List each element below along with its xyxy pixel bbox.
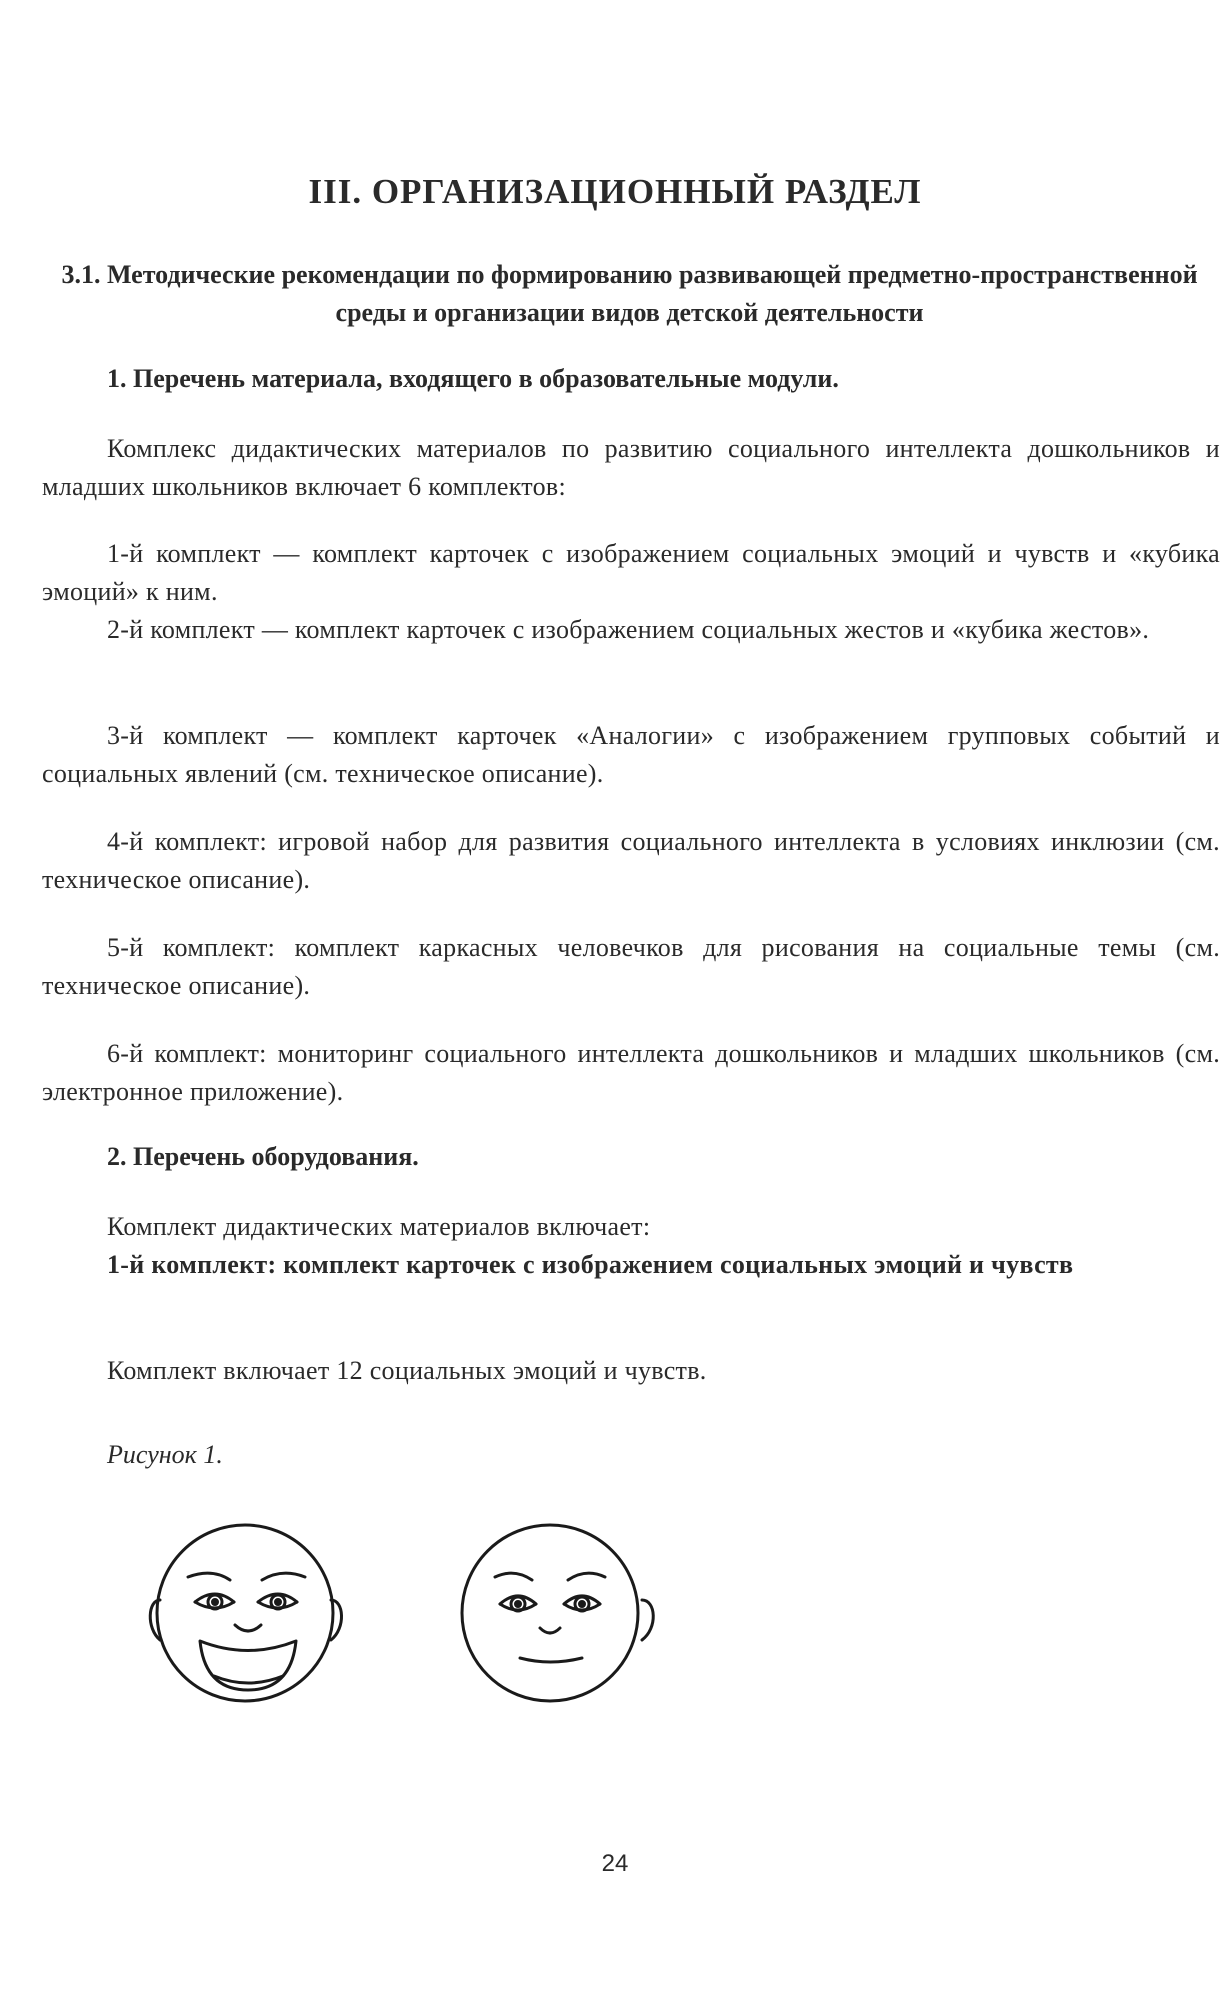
kit-paragraph-2: 2-й комплект — комплект карточек с изображением социальных жестов и «кубика жестов». [107, 615, 1150, 644]
kit-paragraph-6: 6-й комплект: мониторинг социального интеллекта дошкольников и младших школьников (см. электронное приложение). [42, 1039, 1220, 1106]
kit-paragraph-5: 5-й комплект: комплект каркасных человечков для рисования на социальные темы (см. техническое описание). [42, 933, 1220, 1000]
page-number: 24 [601, 1850, 629, 1877]
kit-paragraph-1: 1-й комплект — комплект карточек с изображением социальных эмоций и чувств и «кубика эмоций» к ним. [42, 539, 1220, 606]
calm-face-icon [462, 1525, 653, 1701]
joyful-face-icon [150, 1525, 341, 1701]
kit-paragraph-4: 4-й комплект: игровой набор для развития социального интеллекта в условиях инклюзии (см. техническое описание). [42, 827, 1220, 894]
equipment-intro: Комплект дидактических материалов включает: [107, 1212, 651, 1241]
subsection-title: 3.1. Методические рекомендации по формированию развивающей предметно-пространственной среды и организации видов детской деятельности [61, 260, 1198, 327]
figure-caption: Рисунок 1. [107, 1440, 223, 1469]
section-title: III. ОРГАНИЗАЦИОННЫЙ РАЗДЕЛ [308, 172, 922, 211]
intro-paragraph: Комплекс дидактических материалов по развитию социального интеллекта дошкольников и младших школьников включает 6 комплектов: [42, 434, 1220, 501]
kit-1-title: 1-й комплект: комплект карточек с изображением социальных эмоций и чувств [107, 1250, 1074, 1279]
heading-materials-list: 1. Перечень материала, входящего в образовательные модули. [107, 364, 839, 393]
kit-paragraph-3: 3-й комплект — комплект карточек «Аналогии» с изображением групповых событий и социальных явлений (см. техническое описание). [42, 721, 1220, 788]
kit-1-description: Комплект включает 12 социальных эмоций и чувств. [107, 1356, 707, 1385]
heading-equipment-list: 2. Перечень оборудования. [107, 1142, 419, 1171]
